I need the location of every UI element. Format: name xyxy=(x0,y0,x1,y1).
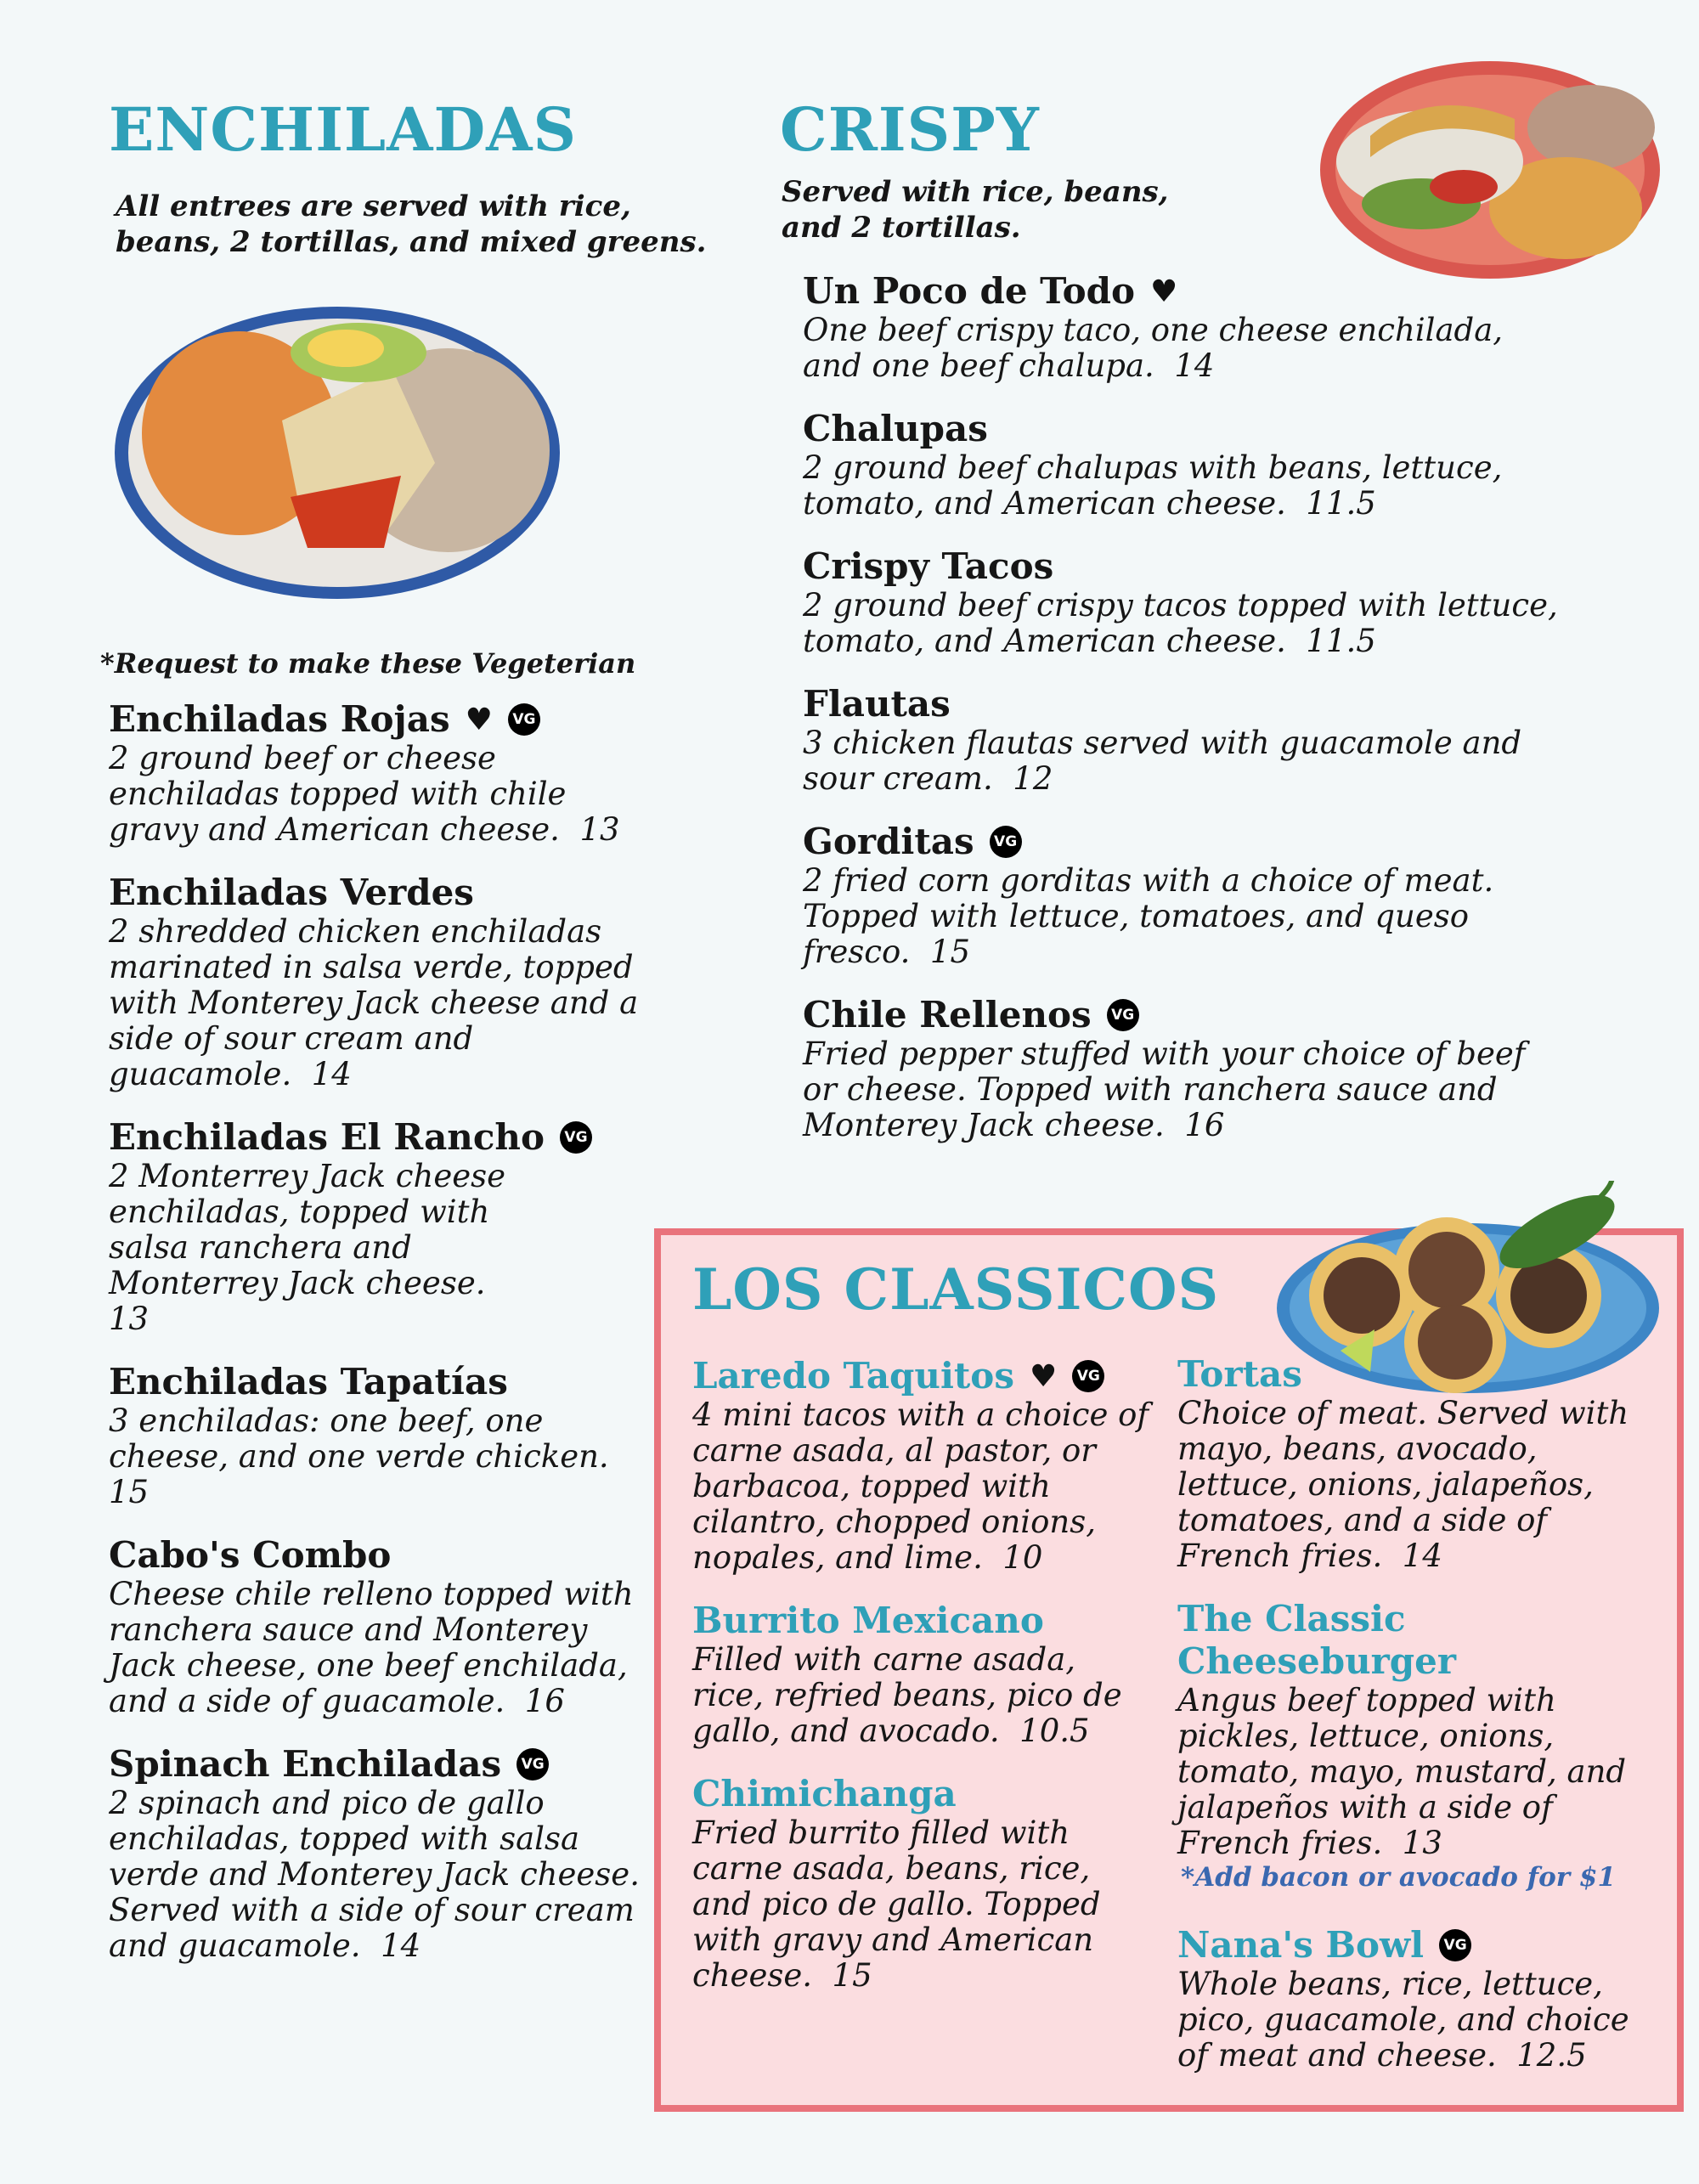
vg-badge-icon: VG xyxy=(1439,1929,1471,1961)
item-price: 16 xyxy=(524,1683,565,1719)
item-name: Chalupas xyxy=(803,408,988,449)
item-description: Filled with carne asada, rice, refried beans, pico de gallo, and avocado. 10.5 xyxy=(692,1641,1122,1749)
vegetarian-note: *Request to make these Vegeterian xyxy=(100,647,636,680)
menu-item-enchiladas-verdes xyxy=(109,872,661,1092)
los-classicos-title: LOS CLASSICOS xyxy=(692,1256,1220,1323)
menu-item-flautas xyxy=(803,683,1567,797)
menu-item-burrito-mexicano xyxy=(692,1600,1151,1749)
item-name: Nana's Bowl xyxy=(1177,1924,1425,1966)
heart-icon: ♥ xyxy=(1150,274,1178,309)
item-price: 13 xyxy=(1402,1825,1442,1861)
item-price: 14 xyxy=(311,1056,352,1092)
menu-item-cabos-combo xyxy=(109,1534,661,1719)
menu-item-chalupas xyxy=(803,408,1567,522)
vg-badge-icon: VG xyxy=(508,703,540,736)
item-description: 2 fried corn gorditas with a choice of meat. Topped with lettuce, tomatoes, and queso fresco. 15 xyxy=(803,862,1494,970)
enchiladas-list xyxy=(109,698,661,1988)
item-name: Tortas xyxy=(1177,1353,1302,1395)
menu-item-chimichanga xyxy=(692,1773,1151,1994)
item-name: Flautas xyxy=(803,683,951,725)
vg-badge-icon: VG xyxy=(560,1121,592,1154)
item-price: 14 xyxy=(1402,1538,1442,1574)
item-description: Fried pepper stuffed with your choice of beef or cheese. Topped with ranchera sauce and Monterey Jack cheese. 16 xyxy=(803,1036,1526,1143)
addon-note: *Add bacon or avocado for $1 xyxy=(1181,1862,1617,1893)
item-price: 16 xyxy=(1184,1107,1225,1143)
item-price: 10 xyxy=(1002,1539,1043,1576)
enchiladas-subtitle: All entrees are served with rice, beans, 2 tortillas, and mixed greens. xyxy=(116,189,707,259)
item-price: 10.5 xyxy=(1019,1713,1090,1749)
item-description: 3 enchiladas: one beef, one cheese, and one verde chicken. 15 xyxy=(109,1402,609,1510)
item-price: 14 xyxy=(381,1927,421,1964)
crispy-subtitle: Served with rice, beans, and 2 tortillas. xyxy=(782,175,1169,245)
item-name: Gorditas xyxy=(803,821,974,862)
crispy-plate-image xyxy=(1319,59,1661,280)
item-price: 15 xyxy=(109,1474,150,1510)
crispy-list xyxy=(803,270,1567,1167)
item-price: 13 xyxy=(109,1301,150,1337)
item-description: 2 ground beef crispy tacos topped with lettuce, tomato, and American cheese. 11.5 xyxy=(803,587,1558,659)
item-description: 2 ground beef chalupas with beans, lettuce, tomato, and American cheese. 11.5 xyxy=(803,449,1503,522)
item-description: Cheese chile relleno topped with ranchera sauce and Monterey Jack cheese, one beef enchilada, and a side of guacamole. 16 xyxy=(109,1576,634,1719)
item-description: 4 mini tacos with a choice of carne asada, al pastor, or barbacoa, topped with cilantro, chopped onions, nopales, and lime. 10 xyxy=(692,1397,1149,1576)
item-price: 13 xyxy=(579,811,620,848)
item-price: 12.5 xyxy=(1516,2037,1587,2074)
menu-item-chile-rellenos xyxy=(803,994,1567,1143)
heart-icon: ♥ xyxy=(465,702,493,737)
item-price: 12 xyxy=(1013,760,1053,797)
vg-badge-icon: VG xyxy=(516,1748,549,1780)
item-description: One beef crispy taco, one cheese enchilada, and one beef chalupa. 14 xyxy=(803,312,1504,384)
item-name: The Classic Cheeseburger xyxy=(1177,1598,1457,1682)
menu-item-tortas xyxy=(1177,1353,1653,1574)
enchiladas-title: ENCHILADAS xyxy=(109,94,578,165)
item-name: Chimichanga xyxy=(692,1773,957,1814)
vg-badge-icon: VG xyxy=(990,826,1022,858)
menu-item-laredo-taquitos xyxy=(692,1355,1151,1576)
item-description: Choice of meat. Served with mayo, beans, avocado, lettuce, onions, jalapeños, tomatoes, and a side of French fries. 14 xyxy=(1177,1395,1629,1574)
item-description: 2 ground beef or cheese enchiladas topped with chile gravy and American cheese. 13 xyxy=(109,740,620,848)
item-name: Un Poco de Todo xyxy=(803,270,1136,312)
menu-item-spinach-enchiladas xyxy=(109,1743,661,1964)
menu-item-classic-cheeseburger xyxy=(1177,1598,1653,1893)
menu-item-enchiladas-rojas xyxy=(109,698,661,848)
menu-item-crispy-tacos xyxy=(803,545,1567,659)
item-description: Angus beef topped with pickles, lettuce, onions, tomato, mayo, mustard, and jalapeños with a side of French fries. 13 xyxy=(1177,1682,1627,1861)
item-description: Fried burrito filled with carne asada, beans, rice, and pico de gallo. Topped with gravy and American cheese. 15 xyxy=(692,1814,1101,1994)
item-description: Whole beans, rice, lettuce, pico, guacamole, and choice of meat and cheese. 12.5 xyxy=(1177,1966,1629,2074)
item-name: Laredo Taquitos xyxy=(692,1355,1014,1397)
item-name: Crispy Tacos xyxy=(803,545,1054,587)
item-name: Chile Rellenos xyxy=(803,994,1092,1036)
item-name: Burrito Mexicano xyxy=(692,1600,1044,1641)
heart-icon: ♥ xyxy=(1029,1358,1058,1394)
los-classicos-right-list xyxy=(1177,1353,1653,2097)
vg-badge-icon: VG xyxy=(1107,999,1139,1031)
crispy-title: CRISPY xyxy=(780,94,1040,165)
menu-item-gorditas xyxy=(803,821,1567,970)
item-price: 15 xyxy=(929,934,970,970)
item-price: 15 xyxy=(832,1957,872,1994)
item-description: 2 Monterrey Jack cheese enchiladas, topped with salsa ranchera and Monterrey Jack cheese. 13 xyxy=(109,1158,506,1337)
item-name: Enchiladas El Rancho xyxy=(109,1116,545,1158)
menu-item-un-poco-de-todo xyxy=(803,270,1567,384)
enchiladas-plate-image xyxy=(112,293,567,607)
menu-item-nanas-bowl xyxy=(1177,1924,1653,2074)
item-name: Cabo's Combo xyxy=(109,1534,392,1576)
item-description: 3 chicken flautas served with guacamole and sour cream. 12 xyxy=(803,725,1522,797)
item-name: Spinach Enchiladas xyxy=(109,1743,502,1785)
item-description: 2 spinach and pico de gallo enchiladas, topped with salsa verde and Monterey Jack cheese. Served with a side of sour cream and guacamole. 14 xyxy=(109,1785,640,1964)
menu-item-enchiladas-el-rancho xyxy=(109,1116,661,1337)
item-price: 11.5 xyxy=(1306,623,1376,659)
item-name: Enchiladas Verdes xyxy=(109,872,474,913)
item-name: Enchiladas Tapatías xyxy=(109,1361,508,1402)
item-price: 14 xyxy=(1174,347,1215,384)
menu-item-enchiladas-tapatias xyxy=(109,1361,661,1510)
vg-badge-icon: VG xyxy=(1072,1360,1104,1392)
item-price: 11.5 xyxy=(1306,485,1376,522)
item-description: 2 shredded chicken enchiladas marinated in salsa verde, topped with Monterey Jack cheese and a side of sour cream and guacamole. 14 xyxy=(109,913,639,1092)
los-classicos-left-list xyxy=(692,1355,1151,2018)
item-name: Enchiladas Rojas xyxy=(109,698,450,740)
